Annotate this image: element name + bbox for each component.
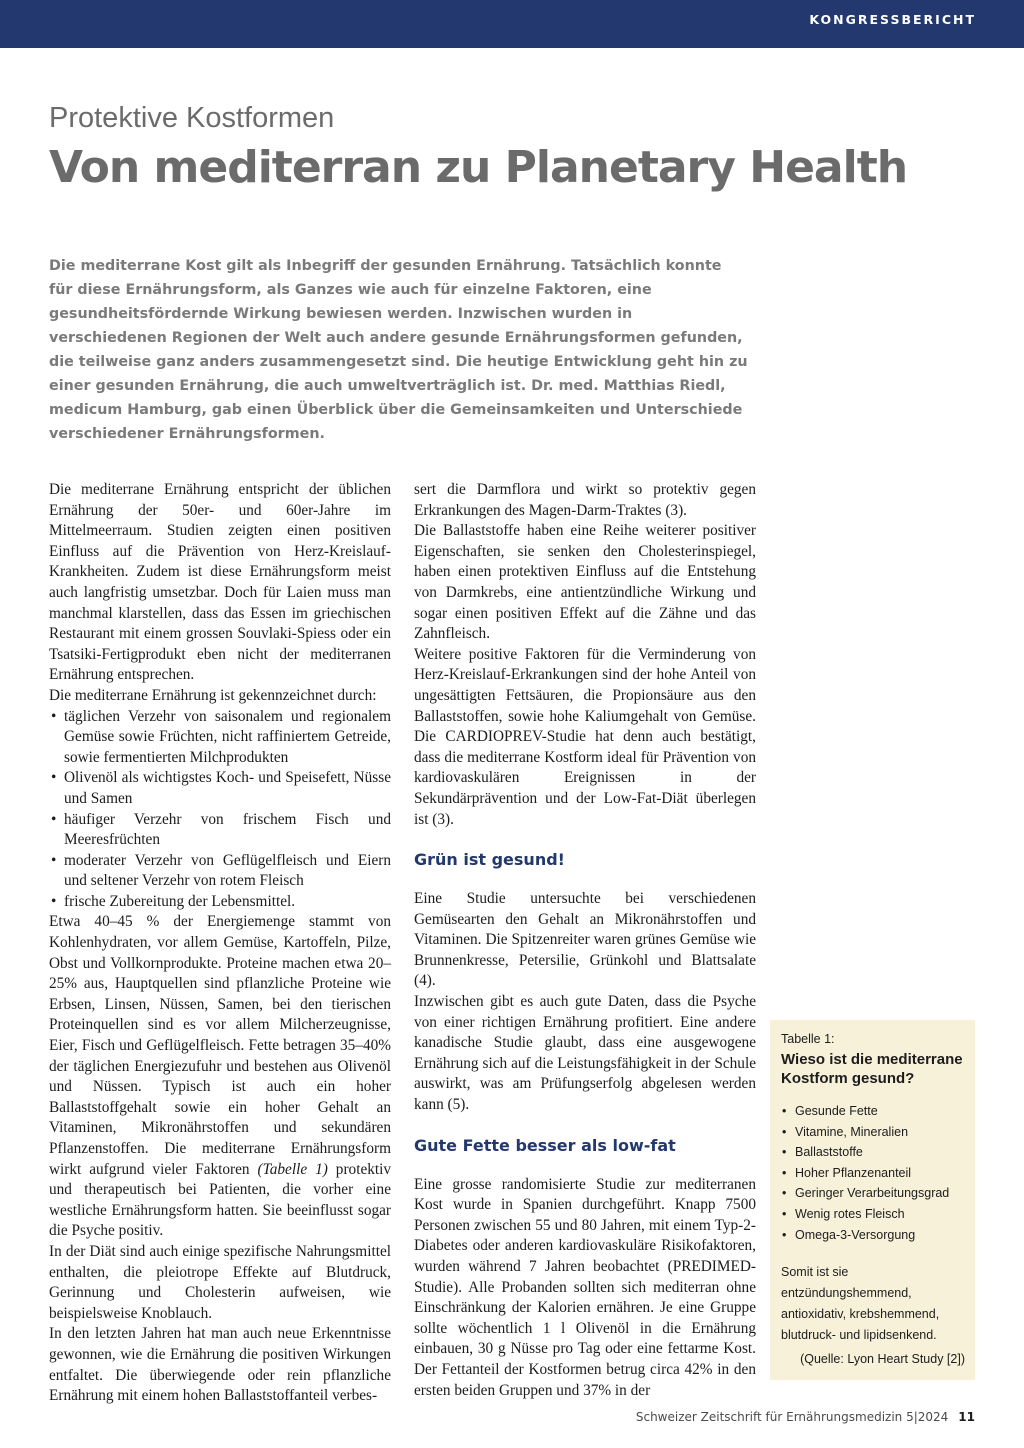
list-item: • Hoher Pflanzenanteil bbox=[781, 1163, 965, 1184]
paragraph: sert die Darmflora und wirkt so protektiv gegen Erkrankungen des Magen-Darm-Traktes (3). bbox=[414, 481, 756, 519]
list-item: • Gesunde Fette bbox=[781, 1101, 965, 1122]
list-item: • frische Zubereitung der Lebensmittel. bbox=[49, 892, 391, 913]
paragraph: Eine Studie untersuchte bei verschiedenen Gemüsearten den Gehalt an Mikronährstoffen und Vitaminen. Die Spitzenreiter waren grünes Gemüse wie Brunnenkresse, Petersilie, Grünkohl und Blattsalate (4). bbox=[414, 890, 756, 990]
subheading: Grün ist gesund! bbox=[414, 850, 565, 870]
table-reference: (Tabelle 1) bbox=[257, 1160, 328, 1178]
paragraph: Die mediterrane Ernährung entspricht der üblichen Ernährung der 50er- und 60er-Jahre im Mittelmeerraum. Studien zeigten einen positiven Einfluss auf die Prävention von Herz-Kreislauf-Krankheiten. Zudem ist diese Ernährungsform meist auch langfristig umsetzbar. Doch für Laien muss man manchmal klarstellen, dass das Essen im griechischen Restaurant mit einem grossen Souvlaki-Spiess oder ein Tsatsiki-Fertigprodukt eben nicht der mediterranen Ernährung entsprechen. bbox=[49, 481, 391, 684]
list-item: • moderater Verzehr von Geflügelfleisch und Eiern und seltener Verzehr von rotem Fleisch bbox=[49, 851, 391, 892]
text-column-left bbox=[49, 480, 391, 1407]
header-bar bbox=[0, 0, 1024, 48]
list-item: • Olivenöl als wichtigstes Koch- und Speisefett, Nüsse und Samen bbox=[49, 768, 391, 809]
table-label: Tabelle 1: bbox=[781, 1032, 835, 1046]
article-kicker: Protektive Kostformen bbox=[49, 102, 335, 134]
paragraph-text: Etwa 40–45 % der Energiemenge stammt von Kohlenhydraten, vor allem Gemüse, Kartoffeln, Pilze, Obst und Vollkornprodukte. Proteine machen etwa 20–25% aus, Hauptquellen sind pflanzliche Proteine wie Erbsen, Linsen, Nüssen, Samen, bei den tierischen Proteinquellen sind es vor allem Milcherzeugnisse, Eier, Fisch und Geflügelfleisch. Fette betragen 35–40% der täglichen Energiezufuhr und bestehen aus Olivenöl und Nüssen. Typisch ist auch ein hoher Ballaststoffgehalt sowie ein hoher Gehalt an Vitaminen, Mikronährstoffen und sekundären Pflanzenstoffen. Die mediterrane Ernährungsform wirkt aufgrund vieler Faktoren bbox=[49, 913, 391, 1178]
paragraph: Weitere positive Faktoren für die Verminderung von Herz-Kreislauf-Erkrankungen sind der hohe Anteil von ungesättigten Fettsäuren, die Propionsäure aus den Ballaststoffen, sowie hohe Kaliumgehalt von Gemüse. Die CARDIOPREV-Studie hat denn auch bestätigt, dass die mediterrane Kostform ideal für Prävention von kardiovaskulären Ereignissen in der Sekundärprävention und der Low-Fat-Diät überlegen ist (3). bbox=[414, 645, 756, 828]
list-item: • Wenig rotes Fleisch bbox=[781, 1204, 965, 1225]
paragraph: In den letzten Jahren hat man auch neue Erkenntnisse gewonnen, wie die Ernährung die positiven Wirkungen entfaltet. Die überwiegende oder rein pflanzliche Ernährung mit einem hohen Ballaststoffanteil verbes- bbox=[49, 1325, 391, 1405]
list-item: • Ballaststoffe bbox=[781, 1142, 965, 1163]
text-column-middle bbox=[414, 480, 756, 1401]
journal-name: Schweizer Zeitschrift für Ernährungsmedizin 5|2024 bbox=[635, 1410, 949, 1424]
article-lead: Die mediterrane Kost gilt als Inbegriff der gesunden Ernährung. Tatsächlich konnte für diese Ernährungsform, als Ganzes wie auch für einzelne Faktoren, eine gesundheitsfördernde Wirkung bewiesen werden. Inzwischen wurden in verschiedenen Regionen der Welt auch andere gesunde Ernährungsformen gefunden, die teilweise ganz anders zusammengesetzt sind. Die heutige Entwicklung geht hin zu einer gesunden Ernährung, die auch umweltverträglich ist. Dr. med. Matthias Riedl, medicum Hamburg, gab einen Überblick über die Gemeinsamkeiten und Unterschiede verschiedener Ernährungsformen. bbox=[49, 258, 748, 442]
list-item: • Omega-3-Versorgung bbox=[781, 1225, 965, 1246]
paragraph-text: protektiv und therapeutisch bei Patienten, die vorher eine westliche Ernährungsform hatten. Sie beeinflusst sogar die Psyche positiv. bbox=[49, 1160, 392, 1240]
paragraph: Die Ballaststoffe haben eine Reihe weiterer positiver Eigenschaften, sie senken den Cholesterinspiegel, haben einen protektiven Einfluss auf die Entstehung von Darmkrebs, eine antientzündliche Wirkung und sogar einen positiven Effekt auf die Zähne und das Zahnfleisch. bbox=[414, 522, 756, 643]
paragraph: In der Diät sind auch einige spezifische Nahrungsmittel enthalten, die pleiotrope Effekte auf Blutdruck, Gerinnung und Cholesterin aufweisen, wie beispielsweise Knoblauch. bbox=[49, 1242, 391, 1322]
characteristics-list bbox=[49, 707, 391, 913]
table-list bbox=[781, 1101, 965, 1245]
list-item: • Vitamine, Mineralien bbox=[781, 1122, 965, 1143]
table-title: Wieso ist die mediterrane Kostform gesund? bbox=[781, 1051, 963, 1087]
page-footer bbox=[636, 1410, 975, 1424]
table-1-box bbox=[770, 1020, 975, 1380]
article-title: Von mediterran zu Planetary Health bbox=[49, 142, 908, 193]
table-source: (Quelle: Lyon Heart Study [2]) bbox=[800, 1352, 965, 1367]
paragraph: Die mediterrane Ernährung ist gekennzeichnet durch: bbox=[49, 686, 377, 704]
subheading: Gute Fette besser als low-fat bbox=[414, 1135, 676, 1155]
paragraph bbox=[49, 912, 391, 1242]
list-item: • Geringer Verarbeitungsgrad bbox=[781, 1183, 965, 1204]
table-summary: Somit ist sie entzündungshemmend, antioxidativ, krebshemmend, blutdruck- und lipidsenkend. bbox=[781, 1265, 940, 1343]
page-number: 11 bbox=[958, 1410, 975, 1424]
paragraph: Eine grosse randomisierte Studie zur mediterranen Kost wurde in Spanien durchgeführt. Knapp 7500 Personen zwischen 55 und 80 Jahren, mit einem Typ-2-Diabetes oder anderen kardiovaskuläre Risikofaktoren, wurden während 7 Jahren beobachtet (PREDIMED-Studie). Alle Probanden sollten sich mediterran ohne Einschränkung der Kalorien ernähren. Je eine Gruppe sollte wöchentlich 1 l Olivenöl in die Ernährung einbauen, 30 g Nüsse pro Tag oder eine fettarme Kost. Der Fettanteil der Kostformen betrug circa 42% in den ersten beiden Gruppen und 37% in der bbox=[414, 1175, 756, 1399]
list-item: • täglichen Verzehr von saisonalem und regionalem Gemüse sowie Früchten, nicht raffiniertem Getreide, sowie fermentierten Milchprodukten bbox=[49, 707, 391, 769]
paragraph: Inzwischen gibt es auch gute Daten, dass die Psyche von einer richtigen Ernährung profitiert. Eine andere kanadische Studie glaubt, dass eine ausgewogene Ernährung sich auf die Leistungsfähigkeit in der Schule auswirkt, was am Prüfungserfolg abgelesen werden kann (5). bbox=[414, 993, 756, 1114]
section-label: KONGRESSBERICHT bbox=[809, 12, 976, 27]
list-item: • häufiger Verzehr von frischem Fisch und Meeresfrüchten bbox=[49, 810, 391, 851]
